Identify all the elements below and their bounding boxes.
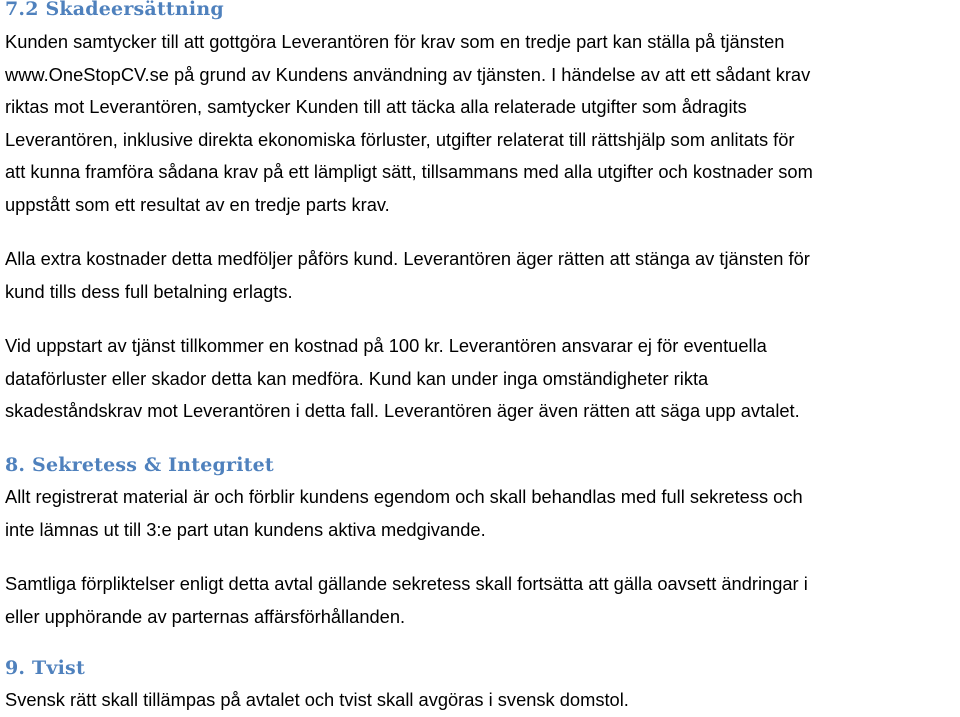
paragraph-skadeersattning-3 bbox=[5, 330, 800, 428]
text-line: uppstått som ett resultat av en tredje parts krav. bbox=[5, 193, 390, 215]
text-line: riktas mot Leverantören, samtycker Kunden till att täcka alla relaterade utgifter som ådragits bbox=[5, 96, 747, 118]
paragraph-sekretess-1 bbox=[5, 481, 803, 546]
paragraph-skadeersattning-2 bbox=[5, 243, 810, 308]
text-line: kund tills dess full betalning erlagts. bbox=[5, 280, 293, 302]
text-line: Allt registrerat material är och förblir kundens egendom och skall behandlas med full sekretess och bbox=[5, 486, 803, 507]
text-line: Kunden samtycker till att gottgöra Leverantören för krav som en tredje part kan ställa på tjänsten bbox=[5, 31, 785, 52]
text-line: Svensk rätt skall tillämpas på avtalet och tvist skall avgöras i svensk domstol. bbox=[5, 689, 629, 710]
text-line: Alla extra kostnader detta medföljer påförs kund. Leverantören äger rätten att stänga av tjänsten för bbox=[5, 248, 810, 269]
heading-tvist: 9. Tvist bbox=[5, 657, 85, 679]
text-line: Vid uppstart av tjänst tillkommer en kostnad på 100 kr. Leverantören ansvarar ej för eventuella bbox=[5, 335, 767, 356]
text-line: Leverantören, inklusive direkta ekonomiska förluster, utgifter relaterat till rättshjälp som anlitats för bbox=[5, 128, 795, 150]
text-line: Samtliga förpliktelser enligt detta avtal gällande sekretess skall fortsätta att gälla oavsett ändringar i bbox=[5, 573, 808, 594]
text-line: dataförluster eller skador detta kan medföra. Kund kan under inga omständigheter rikta bbox=[5, 367, 709, 389]
paragraph-skadeersattning-1 bbox=[5, 26, 813, 222]
text-line: www.OneStopCV.se på grund av Kundens användning av tjänsten. I händelse av att ett sådant krav bbox=[5, 63, 811, 85]
text-line: inte lämnas ut till 3:e part utan kundens aktiva medgivande. bbox=[5, 518, 486, 540]
text-line: skadeståndskrav mot Leverantören i detta fall. Leverantören äger även rätten att säga upp avtalet. bbox=[5, 400, 800, 422]
heading-sekretess-integritet: 8. Sekretess & Integritet bbox=[5, 454, 274, 476]
text-line: att kunna framföra sådana krav på ett lämpligt sätt, tillsammans med alla utgifter och kostnader som bbox=[5, 161, 813, 183]
paragraph-sekretess-2 bbox=[5, 568, 808, 633]
paragraph-tvist-1 bbox=[5, 684, 629, 717]
heading-skadeersattning: 7.2 Skadeersättning bbox=[5, 0, 224, 20]
text-line: eller upphörande av parternas affärsförhållanden. bbox=[5, 605, 406, 627]
